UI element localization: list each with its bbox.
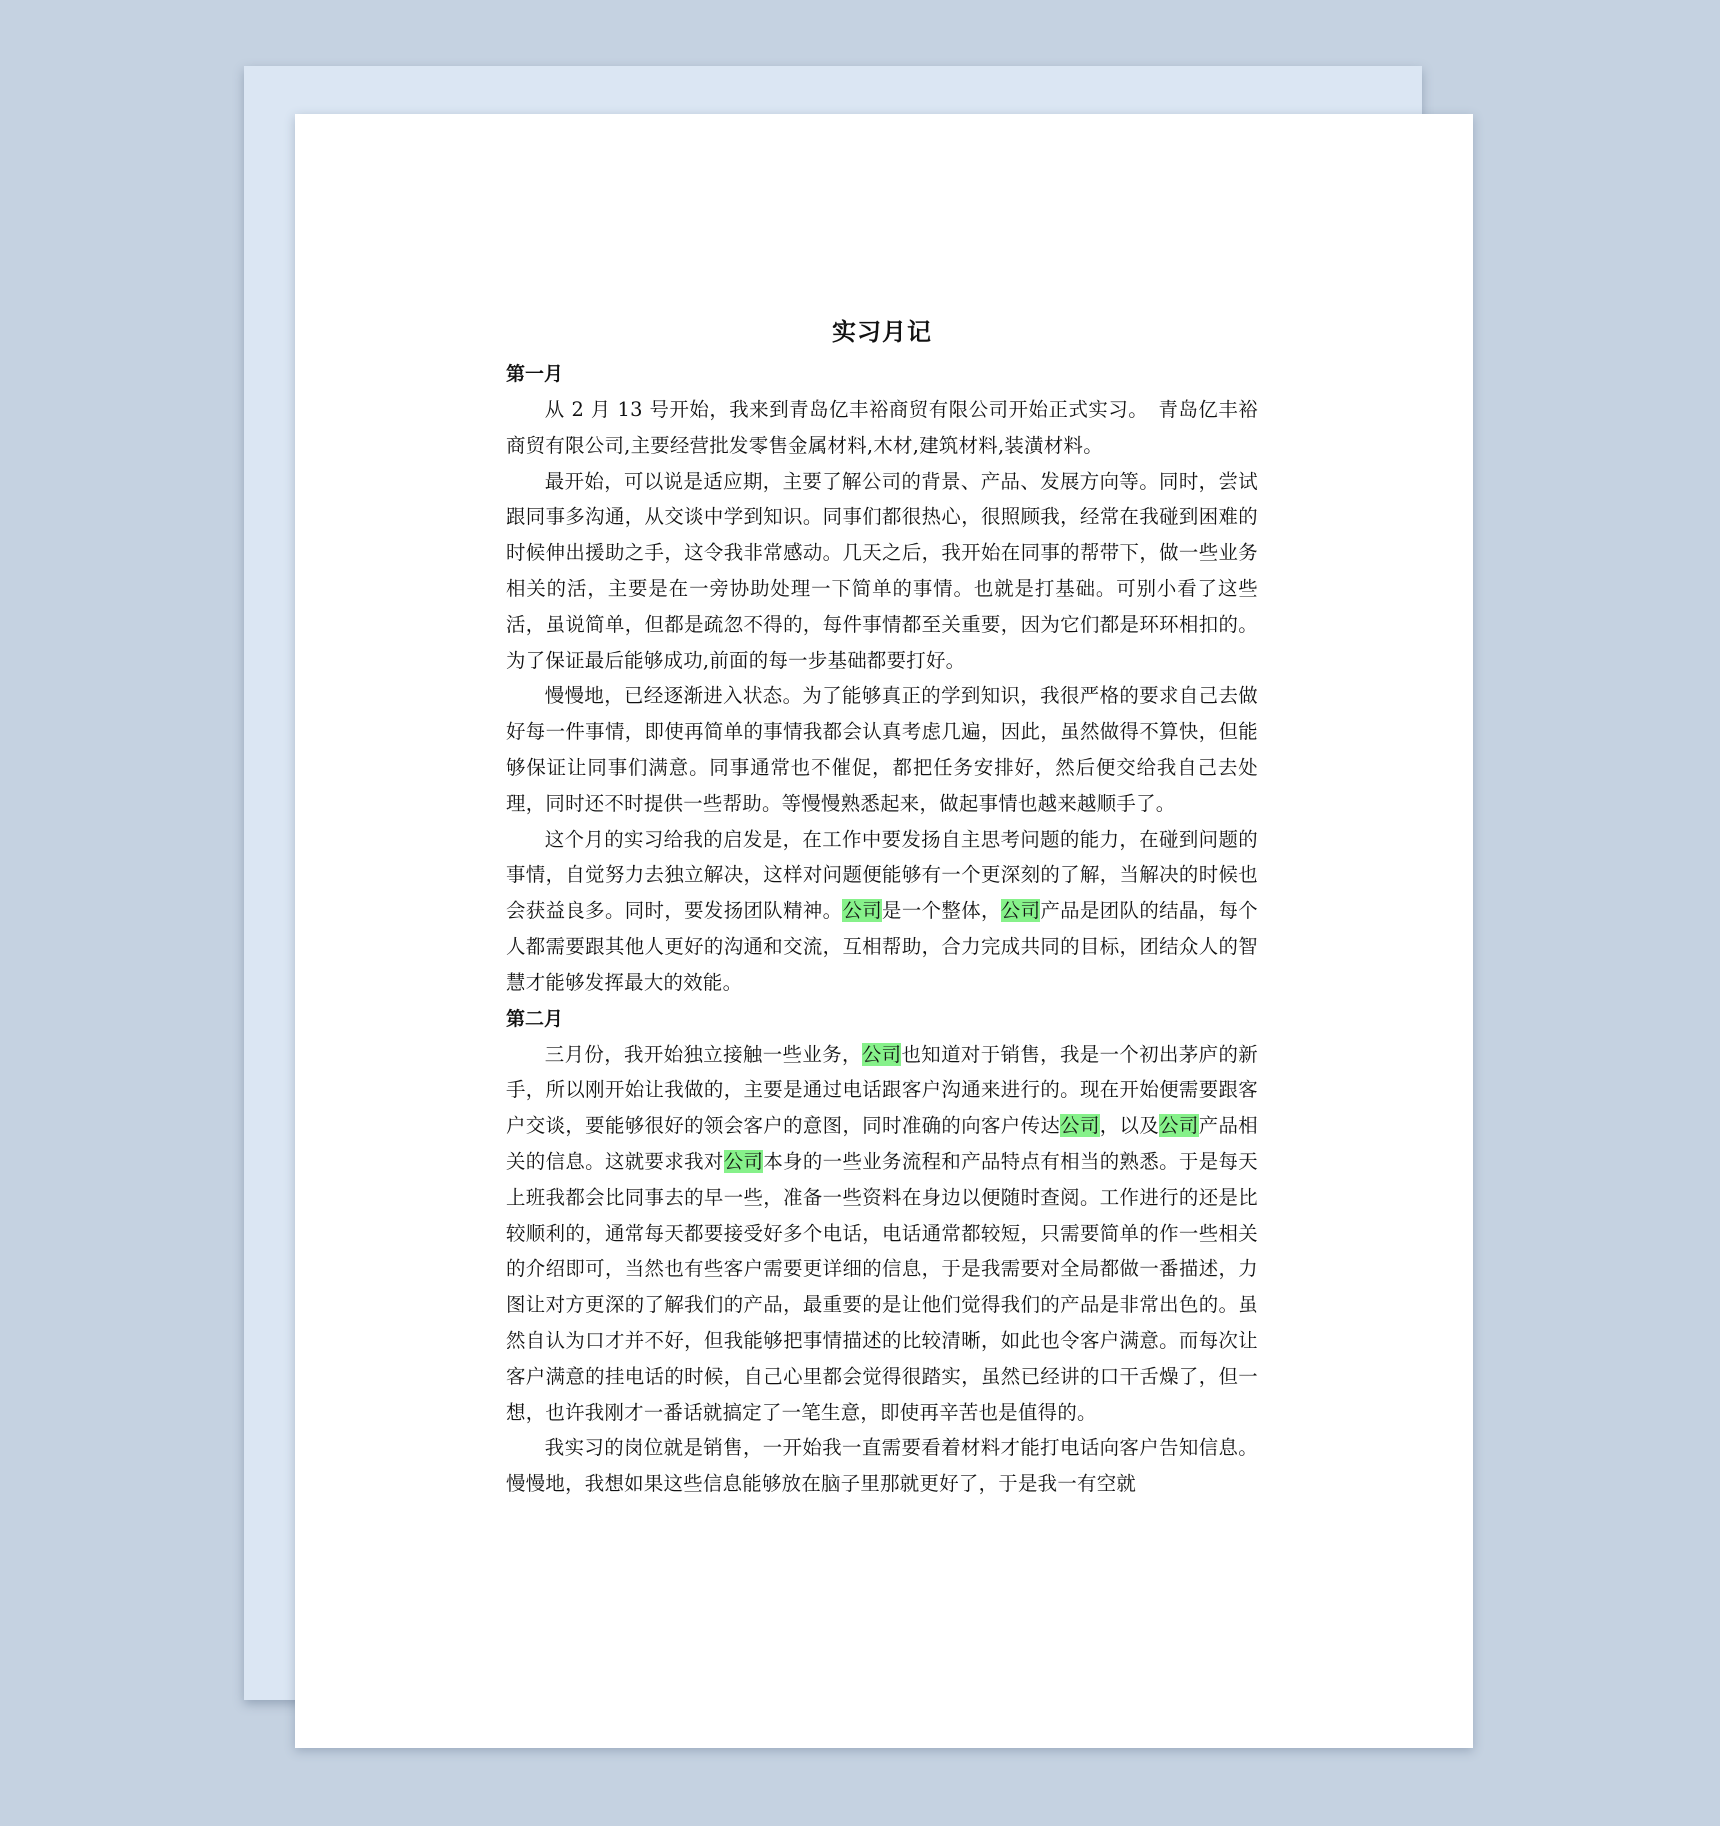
paragraph: 三月份，我开始独立接触一些业务，公司也知道对于销售，我是一个初出茅庐的新手，所以刚开始让我做的，主要是通过电话跟客户沟通来进行的。现在开始便需要跟客户交谈，要能够很好的领会客户的意图，同时准确的向客户传达公司，以及公司产品相关的信息。这就要求我对公司本身的一些业务流程和产品特点有相当的熟悉。于是每天上班我都会比同事去的早一些，准备一些资料在身边以便随时查阅。工作进行的还是比较顺利的，通常每天都要接受好多个电话，电话通常都较短，只需要简单的作一些相关的介绍即可，当然也有些客户需要更详细的信息，于是我需要对全局都做一番描述，力图让对方更深的了解我们的产品，最重要的是让他们觉得我们的产品是非常出色的。虽然自认为口才并不好，但我能够把事情描述的比较清晰，如此也令客户满意。而每次让客户满意的挂电话的时候，自己心里都会觉得很踏实，虽然已经讲的口干舌燥了，但一想，也许我刚才一番话就搞定了一笔生意，即使再辛苦也是值得的。 — [506, 1042, 1258, 1424]
highlighted-text: 公司 — [861, 1042, 902, 1066]
highlighted-text: 公司 — [1000, 899, 1041, 923]
paragraph: 最开始，可以说是适应期，主要了解公司的背景、产品、发展方向等。同时，尝试跟同事多沟通，从交谈中学到知识。同事们都很热心，很照顾我，经常在我碰到困难的时候伸出援助之手，这令我非常感动。几天之后，我开始在同事的帮带下，做一些业务相关的活，主要是在一旁协助处理一下简单的事情。也就是打基础。可别小看了这些活，虽说简单，但都是疏忽不得的，每件事情都至关重要，因为它们都是环环相扣的。为了保证最后能够成功,前面的每一步基础都要打好。 — [506, 469, 1258, 672]
paragraph: 慢慢地，已经逐渐进入状态。为了能够真正的学到知识，我很严格的要求自己去做好每一件事情，即使再简单的事情我都会认真考虑几遍，因此，虽然做得不算快，但能够保证让同事们满意。同事通常也不催促，都把任务安排好，然后便交给我自己去处理，同时还不时提供一些帮助。等慢慢熟悉起来，做起事情也越来越顺手了。 — [506, 684, 1258, 815]
document-page — [295, 114, 1473, 1748]
paragraph: 我实习的岗位就是销售，一开始我一直需要看着材料才能打电话向客户告知信息。慢慢地，我想如果这些信息能够放在脑子里那就更好了，于是我一有空就 — [506, 1436, 1258, 1496]
paragraph: 从 2 月 13 号开始，我来到青岛亿丰裕商贸有限公司开始正式实习。 青岛亿丰裕商贸有限公司,主要经营批发零售金属材料,木材,建筑材料,装潢材料。 — [506, 398, 1258, 457]
highlighted-text: 公司 — [1060, 1114, 1100, 1138]
paragraph: 这个月的实习给我的启发是，在工作中要发扬自主思考问题的能力，在碰到问题的事情，自觉努力去独立解决，这样对问题便能够有一个更深刻的了解，当解决的时候也会获益良多。同时，要发扬团队精神。公司是一个整体，公司产品是团队的结晶，每个人都需要跟其他人更好的沟通和交流，互相帮助，合力完成共同的目标，团结众人的智慧才能够发挥最大的效能。 — [506, 827, 1258, 994]
highlighted-text: 公司 — [723, 1149, 764, 1173]
document-body — [506, 310, 1258, 1502]
section-heading: 第二月 — [506, 1007, 564, 1030]
section-heading: 第一月 — [506, 363, 564, 385]
highlighted-text: 公司 — [1159, 1114, 1199, 1138]
section-month-1 — [506, 356, 1258, 1001]
section-month-2 — [506, 1001, 1258, 1502]
document-title: 实习月记 — [832, 317, 932, 346]
highlighted-text: 公司 — [842, 899, 883, 923]
